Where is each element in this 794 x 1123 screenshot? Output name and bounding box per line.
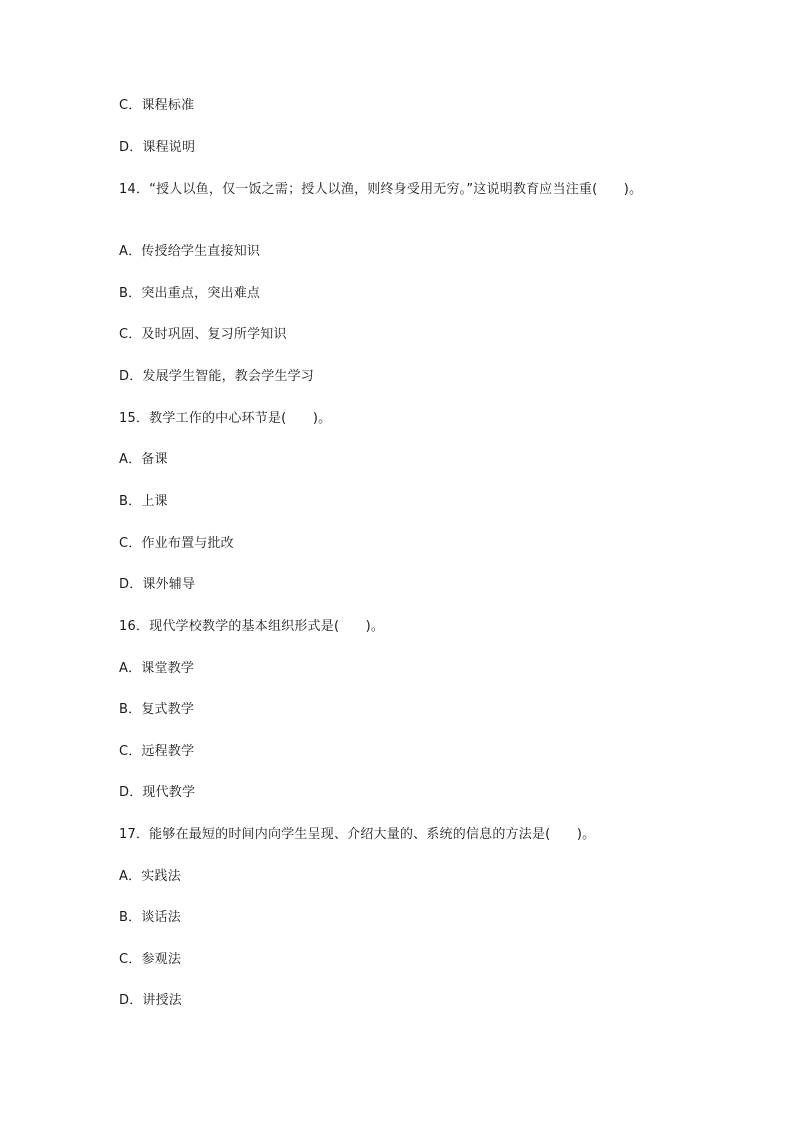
option-d-q13: D．课程说明 bbox=[119, 140, 196, 155]
question-16: 16．现代学校教学的基本组织形式是( )。 bbox=[119, 619, 385, 634]
option-d-q14: D．发展学生智能，教会学生学习 bbox=[119, 369, 315, 384]
option-d-q15: D．课外辅导 bbox=[119, 577, 196, 592]
option-c-q14: C．及时巩固、复习所学知识 bbox=[119, 327, 287, 342]
option-c-q17: C．参观法 bbox=[119, 952, 182, 967]
question-15: 15．教学工作的中心环节是( )。 bbox=[119, 411, 332, 426]
option-b-q14: B．突出重点，突出难点 bbox=[119, 286, 261, 301]
option-c-q13: C．课程标准 bbox=[119, 98, 195, 113]
option-b-q16: B．复式教学 bbox=[119, 702, 195, 717]
option-a-q16: A．课堂教学 bbox=[119, 661, 195, 676]
option-d-q17: D．讲授法 bbox=[119, 993, 183, 1008]
option-b-q15: B．上课 bbox=[119, 494, 168, 509]
option-c-q15: C．作业布置与批改 bbox=[119, 536, 234, 551]
question-17: 17．能够在最短的时间内向学生呈现、介绍大量的、系统的信息的方法是( )。 bbox=[119, 827, 596, 842]
option-a-q15: A．备课 bbox=[119, 452, 168, 467]
option-d-q16: D．现代教学 bbox=[119, 785, 196, 800]
option-b-q17: B．谈话法 bbox=[119, 910, 181, 925]
question-14: 14．“授人以鱼，仅一饭之需；授人以渔，则终身受用无穷。”这说明教育应当注重( )。 bbox=[119, 182, 643, 197]
option-a-q17: A．实践法 bbox=[119, 869, 181, 884]
option-a-q14: A．传授给学生直接知识 bbox=[119, 244, 261, 259]
option-c-q16: C．远程教学 bbox=[119, 744, 195, 759]
